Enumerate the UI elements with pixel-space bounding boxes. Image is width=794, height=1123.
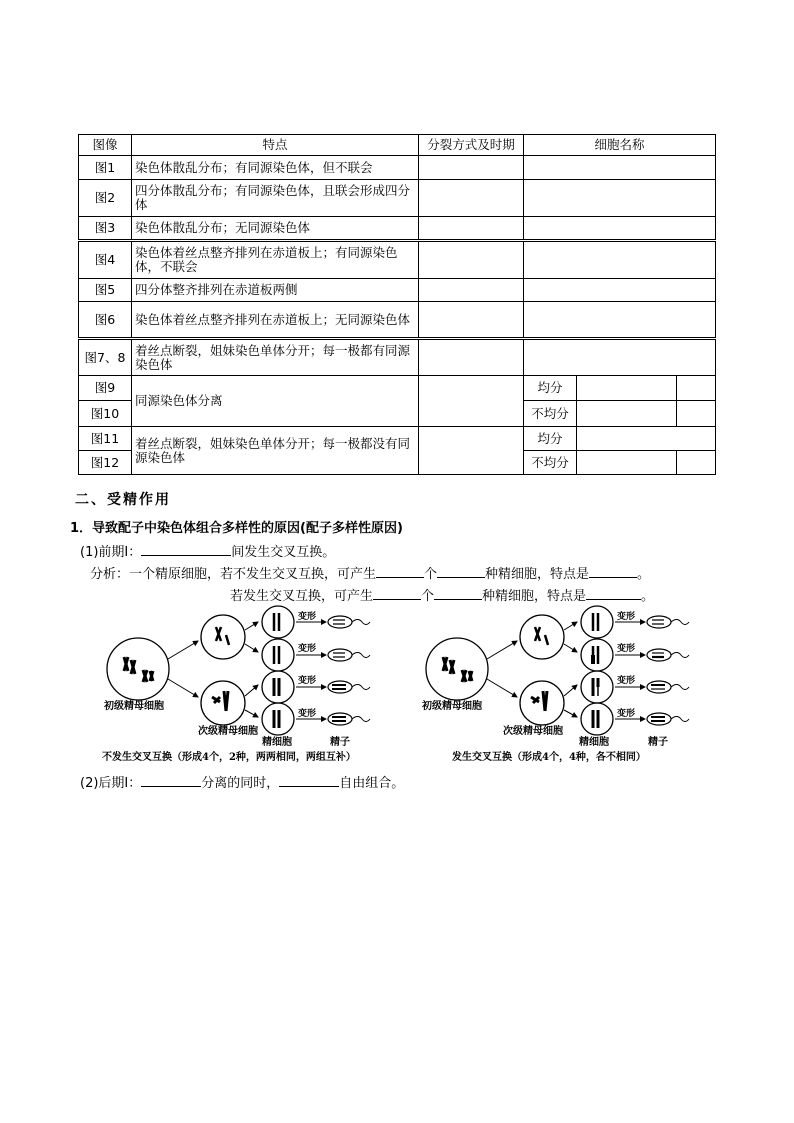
row-feature: 四分体整齐排列在赤道板两侧	[132, 279, 419, 302]
sperm-cell	[328, 616, 370, 628]
row-image: 图3	[79, 217, 132, 241]
table-row	[79, 279, 716, 302]
header-feature: 特点	[132, 135, 419, 156]
answer-cell[interactable]	[577, 427, 716, 451]
diagram-crossover	[421, 606, 689, 763]
chromosome-icon	[124, 657, 135, 674]
table-row	[79, 241, 716, 279]
table-header-row	[79, 135, 716, 156]
table-row	[79, 217, 716, 241]
primary-cell	[426, 638, 488, 700]
transform-label: 变形	[617, 612, 636, 622]
table-row	[79, 427, 716, 451]
answer-cell[interactable]	[577, 376, 677, 401]
diagram-no-crossover	[102, 606, 370, 763]
answer-cell[interactable]	[419, 376, 524, 427]
row-image: 图7、8	[79, 339, 132, 376]
row-feature: 着丝点断裂，姐妹染色单体分开；每一极都没有同源染色体	[132, 427, 419, 475]
secondary-cell	[201, 681, 245, 725]
meiosis-table	[78, 134, 716, 475]
transform-label: 变形	[617, 709, 636, 719]
row-image: 图6	[79, 302, 132, 339]
sub-label: 不均分	[524, 401, 577, 427]
spermatid-cell	[262, 606, 294, 638]
question-1	[80, 541, 335, 560]
answer-cell[interactable]	[577, 451, 677, 475]
answer-cell[interactable]	[524, 217, 716, 241]
primary-cell	[107, 638, 169, 700]
question-2	[80, 772, 404, 791]
spermatid-cell	[581, 703, 613, 735]
table-row	[79, 156, 716, 180]
row-image: 图4	[79, 241, 132, 279]
table-row	[79, 180, 716, 217]
answer-cell[interactable]	[677, 451, 716, 475]
row-image: 图2	[79, 180, 132, 217]
chromosome-icon	[216, 627, 229, 645]
sperm-cell	[328, 713, 370, 725]
answer-blank[interactable]	[141, 543, 231, 556]
answer-cell[interactable]	[677, 401, 716, 427]
sperm-cell	[647, 713, 689, 725]
label-secondary: 次级精母细胞	[503, 726, 563, 737]
answer-cell[interactable]	[419, 241, 524, 279]
row-image: 图5	[79, 279, 132, 302]
answer-blank[interactable]	[586, 587, 641, 600]
row-feature: 染色体散乱分布；无同源染色体	[132, 217, 419, 241]
item-heading: 1．导致配子中染色体组合多样性的原因(配子多样性原因)	[70, 521, 403, 536]
secondary-cell	[520, 615, 564, 659]
sub-label: 均分	[524, 376, 577, 401]
answer-blank[interactable]	[373, 587, 421, 600]
transform-label: 变形	[617, 676, 636, 686]
row-image: 图9	[79, 376, 132, 401]
row-feature: 着丝点断裂，姐妹染色单体分开；每一极都有同源染色体	[132, 339, 419, 376]
row-image: 图1	[79, 156, 132, 180]
answer-cell[interactable]	[524, 279, 716, 302]
answer-cell[interactable]	[419, 339, 524, 376]
row-image: 图11	[79, 427, 132, 451]
q2-prefix: (2)后期Ⅰ：	[80, 776, 142, 791]
label-spermatid: 精细胞	[262, 737, 292, 748]
caption-no-crossover: 不发生交叉互换（形成4个，2种，两两相同，两组互补）	[102, 752, 356, 763]
answer-cell[interactable]	[577, 401, 677, 427]
secondary-cell	[520, 681, 564, 725]
row-feature: 染色体着丝点整齐排列在赤道板上；无同源染色体	[132, 302, 419, 339]
analysis-text: 种精细胞，特点是	[485, 567, 590, 582]
transform-label: 变形	[298, 676, 317, 686]
spermatid-cell	[581, 639, 613, 671]
chromosome-icon	[143, 670, 153, 682]
header-division: 分裂方式及时期	[419, 135, 524, 156]
sperm-cell	[647, 616, 689, 628]
table-row	[79, 376, 716, 401]
chromosome-icon	[531, 691, 547, 711]
analysis-line-1	[90, 563, 650, 582]
answer-blank[interactable]	[279, 774, 339, 787]
analysis-text: 若发生交叉互换，可产生	[230, 589, 374, 604]
answer-cell[interactable]	[419, 427, 524, 475]
q1-suffix: 间发生交叉互换。	[231, 545, 336, 560]
table-row	[79, 339, 716, 376]
section-title: 二、受精作用	[75, 492, 171, 508]
q2-mid: 分离的同时，	[201, 776, 280, 791]
label-spermatid: 精细胞	[579, 737, 609, 748]
row-feature: 同源染色体分离	[132, 376, 419, 427]
row-feature: 染色体着丝点整齐排列在赤道板上；有同源染色体，不联会	[132, 241, 419, 279]
spermatid-cell	[262, 639, 294, 671]
answer-blank[interactable]	[589, 565, 637, 578]
transform-label: 变形	[298, 709, 317, 719]
header-image: 图像	[79, 135, 132, 156]
sperm-cell	[647, 681, 689, 693]
label-primary: 初级精母细胞	[422, 701, 482, 712]
caption-crossover: 发生交叉互换（形成4个，4种，各不相同）	[452, 752, 646, 763]
sperm-cell	[328, 681, 370, 693]
row-feature: 染色体散乱分布；有同源染色体，但不联会	[132, 156, 419, 180]
secondary-cell	[201, 615, 245, 659]
label-sperm: 精子	[330, 737, 350, 748]
answer-blank[interactable]	[437, 565, 485, 578]
transform-label: 变形	[298, 612, 317, 622]
meiosis-diagram	[0, 605, 794, 780]
sub-label: 均分	[524, 427, 577, 451]
chromosome-icon	[443, 657, 454, 674]
q2-suffix: 自由组合。	[339, 776, 405, 791]
chromosome-icon	[212, 691, 228, 711]
answer-cell[interactable]	[419, 217, 524, 241]
sub-label: 不均分	[524, 451, 577, 475]
analysis-text: 个	[424, 567, 438, 582]
answer-blank[interactable]	[376, 565, 424, 578]
answer-cell[interactable]	[419, 302, 524, 339]
label-sperm: 精子	[648, 737, 668, 748]
answer-cell[interactable]	[524, 156, 716, 180]
analysis-text: 个	[421, 589, 435, 604]
analysis-text: 分析：一个精原细胞，若不发生交叉互换，可产生	[90, 567, 377, 582]
answer-cell[interactable]	[524, 180, 716, 217]
row-image: 图10	[79, 401, 132, 427]
sperm-cell	[647, 649, 689, 661]
answer-cell[interactable]	[524, 339, 716, 376]
answer-cell[interactable]	[419, 279, 524, 302]
answer-cell[interactable]	[419, 156, 524, 180]
transform-label: 变形	[298, 644, 317, 654]
q1-prefix: (1)前期Ⅰ：	[80, 545, 142, 560]
row-feature: 四分体散乱分布；有同源染色体，且联会形成四分体	[132, 180, 419, 217]
transform-label: 变形	[617, 644, 636, 654]
answer-cell[interactable]	[677, 376, 716, 401]
answer-cell[interactable]	[524, 241, 716, 279]
header-cell-name: 细胞名称	[524, 135, 716, 156]
label-secondary: 次级精母细胞	[198, 726, 258, 737]
table-row	[79, 302, 716, 339]
answer-cell[interactable]	[524, 302, 716, 339]
spermatid-cell	[262, 703, 294, 735]
chromosome-icon	[462, 670, 472, 682]
label-primary: 初级精母细胞	[104, 701, 164, 712]
sperm-cell	[328, 649, 370, 661]
spermatid-cell	[581, 606, 613, 638]
row-image: 图12	[79, 451, 132, 475]
analysis-text: 。	[641, 589, 655, 604]
analysis-line-2	[230, 585, 654, 604]
chromosome-icon	[535, 627, 548, 645]
answer-cell[interactable]	[419, 180, 524, 217]
answer-blank[interactable]	[434, 587, 482, 600]
analysis-text: 。	[637, 567, 651, 582]
analysis-text: 种精细胞，特点是	[482, 589, 587, 604]
spermatid-cell	[262, 671, 294, 703]
answer-blank[interactable]	[141, 774, 201, 787]
spermatid-cell	[581, 671, 613, 703]
